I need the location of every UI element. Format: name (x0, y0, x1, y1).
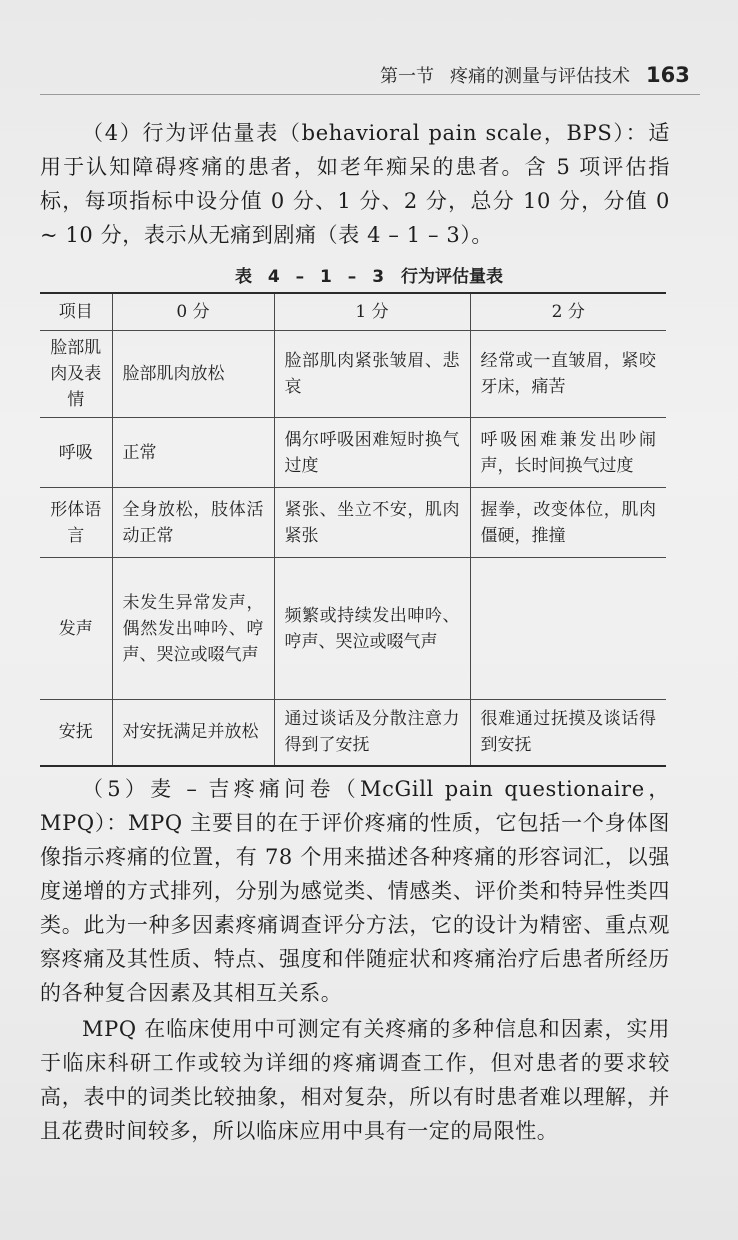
score-2-cell: 呼吸困难兼发出吵闹声，长时间换气过度 (470, 418, 666, 488)
score-1-cell: 频繁或持续发出呻吟、哼声、哭泣或啜气声 (274, 558, 470, 700)
score-2-cell: 很难通过抚摸及谈话得到安抚 (470, 700, 666, 766)
header-score-1: 1 分 (274, 293, 470, 331)
score-2-cell (470, 558, 666, 700)
score-0-cell: 全身放松，肢体活动正常 (112, 488, 274, 558)
row-item: 呼吸 (40, 418, 112, 488)
paragraph-mpq: （5）麦 – 吉疼痛问卷（McGill pain questionaire，MPQ）：MPQ 主要目的在于评价疼痛的性质，它包括一个身体图像指示疼痛的位置，有 78 个用来描述各种疼痛的形容词汇，以强度递增的方式排列，分别为感觉类、情感类、评价类和特异性类四类。此为一种多因素疼痛调查评分方法，它的设计为精密、重点观察疼痛及其性质、特点、强度和伴随症状和疼痛治疗后患者所经历的各种复合因素及其相互关系。 (40, 777, 670, 1005)
table-row (40, 418, 666, 488)
table-row (40, 700, 666, 766)
running-head (380, 62, 710, 88)
section-title: 疼痛的测量与评估技术 (450, 66, 630, 87)
score-1-cell: 脸部肌肉紧张皱眉、悲哀 (274, 331, 470, 418)
row-item: 发声 (40, 558, 112, 700)
bps-table (40, 292, 666, 767)
score-0-cell: 正常 (112, 418, 274, 488)
section-label: 第一节 (380, 66, 434, 87)
paragraph-mpq-usage: MPQ 在临床使用中可测定有关疼痛的多种信息和因素，实用于临床科研工作或较为详细的疼痛调查工作，但对患者的要求较高，表中的词类比较抽象，相对复杂，所以有时患者难以理解，并且花费时间较多，所以临床应用中具有一定的局限性。 (40, 1017, 670, 1143)
score-0-cell: 脸部肌肉放松 (112, 331, 274, 418)
table-caption: 表 4 – 1 – 3 行为评估量表 (234, 267, 504, 287)
header-score-0: 0 分 (112, 293, 274, 331)
page-number: 163 (646, 63, 690, 87)
score-2-cell: 握拳，改变体位，肌肉僵硬，推撞 (470, 488, 666, 558)
header-score-2: 2 分 (470, 293, 666, 331)
paragraph-bps: （4）行为评估量表（behavioral pain scale，BPS）：适用于认知障碍疼痛的患者，如老年痴呆的患者。含 5 项评估指标，每项指标中设分值 0 分、1 分、2 分，总分 10 分，分值 0 ~ 10 分，表示从无痛到剧痛（表 4 – 1 – 3）。 (40, 121, 670, 247)
row-item: 形体语言 (40, 488, 112, 558)
row-item: 安抚 (40, 700, 112, 766)
score-2-cell: 经常或一直皱眉，紧咬牙床，痛苦 (470, 331, 666, 418)
table-row (40, 558, 666, 700)
table-header-row (40, 293, 666, 331)
table-row (40, 331, 666, 418)
score-1-cell: 通过谈话及分散注意力得到了安抚 (274, 700, 470, 766)
header-rule (40, 94, 700, 95)
table-row (40, 488, 666, 558)
score-1-cell: 偶尔呼吸困难短时换气过度 (274, 418, 470, 488)
score-1-cell: 紧张、坐立不安，肌肉紧张 (274, 488, 470, 558)
score-0-cell: 未发生异常发声，偶然发出呻吟、哼声、哭泣或啜气声 (112, 558, 274, 700)
header-item: 项目 (40, 293, 112, 331)
score-0-cell: 对安抚满足并放松 (112, 700, 274, 766)
row-item: 脸部肌肉及表情 (40, 331, 112, 418)
